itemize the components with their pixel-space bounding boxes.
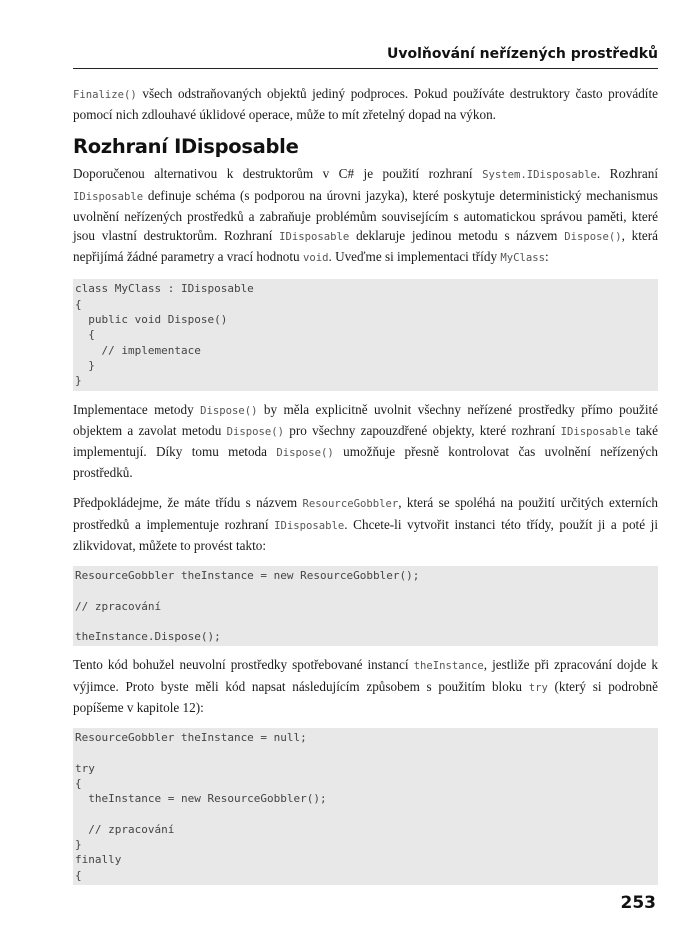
text: . Chcete-li vytvořit instanci této třídy, použít ji a poté ji zlikvidovat, můžete to provést takto: [73, 516, 658, 553]
text: (který si podrobně popíšeme v kapitole 12): [73, 678, 659, 715]
text: by měla explicitně uvolnit všechny neřízené prostředky přímo použité objektem a zavolat metodu [73, 401, 658, 438]
text: umožňuje přesně kontrolovat čas uvolnění neřízených prostředků. [73, 443, 658, 481]
text: také implementují. Díky tomu metoda [73, 422, 658, 459]
text: . Rozhraní [596, 166, 658, 182]
inline-code: Dispose() [564, 231, 622, 244]
inline-code: Finalize() [73, 89, 137, 101]
text: , která nepřijímá žádné parametry a vrací hodnotu [73, 228, 659, 265]
text: Implementace metody [73, 401, 201, 417]
inline-code: theInstance [413, 660, 484, 673]
paragraph-1 [73, 164, 658, 268]
text: , jestliže při zpracování dojde k výjimce. Proto byste měli kód napsat následujícím způsobem s použitím bloku [73, 657, 658, 694]
inline-code: Dispose() [200, 404, 258, 417]
text: , která se spoléhá na použití určitých externích prostředků a implementuje rozhraní [73, 495, 659, 532]
paragraph-3 [73, 493, 658, 555]
inline-code: MyClass [500, 252, 545, 265]
text: Předpokládejme, že máte třídu s názvem [73, 495, 303, 511]
inline-code: Dispose() [226, 425, 285, 438]
inline-code: try [528, 681, 548, 694]
text: Tento kód bohužel neuvolní prostředky spotřebované instancí [73, 657, 414, 673]
text: . Uveďme si implementaci třídy [328, 249, 501, 265]
text: Doporučenou alternativou k destruktorům v C# je použití rozhraní [73, 166, 483, 182]
inline-code: IDisposable [560, 425, 631, 438]
code-block-try-finally: ResourceGobbler theInstance = null; try { theInstance = new ResourceGobbler(); // zpracování } finally { [73, 728, 658, 885]
inline-code: System.IDisposable [482, 169, 597, 182]
page-content [73, 84, 658, 894]
inline-code: ResourceGobbler [302, 498, 399, 511]
header-rule [73, 68, 658, 69]
section-heading: Rozhraní IDisposable [73, 135, 299, 159]
page-number: 253 [620, 893, 656, 913]
inline-code: IDisposable [73, 190, 144, 203]
intro-paragraph [73, 84, 658, 124]
paragraph-4 [73, 655, 658, 717]
inline-code: IDisposable [274, 519, 345, 532]
text: pro všechny zapouzdřené objekty, které rozhraní [284, 422, 561, 438]
paragraph-2 [73, 400, 658, 483]
code-block-myclass: class MyClass : IDisposable { public void Dispose() { // implementace } } [73, 279, 658, 390]
text: deklaruje jedinou metodu s názvem [349, 228, 565, 244]
inline-code: IDisposable [279, 231, 350, 244]
code-block-dispose-usage: ResourceGobbler theInstance = new ResourceGobbler(); // zpracování theInstance.Dispose(); [73, 566, 658, 646]
inline-code: void [302, 252, 329, 265]
inline-code: Dispose() [276, 446, 334, 459]
intro-text: všech odstraňovaných objektů jediný podproces. Pokud používáte destruktory často provádíte pomocí nich zdlouhavé úklidové operace, může to mít zřetelný dopad na výkon. [73, 86, 658, 123]
running-header: Uvolňování neřízených prostředků [386, 46, 658, 62]
text: : [545, 249, 549, 265]
text: definuje schéma (s podporou na úrovni jazyka), které poskytuje deterministický mechanismus uvolnění neřízených prostředků a zabraňuje problémům souvisejícím s automatickou správou paměti, které jsou vlastní destruktorům. Rozhraní [73, 187, 658, 244]
